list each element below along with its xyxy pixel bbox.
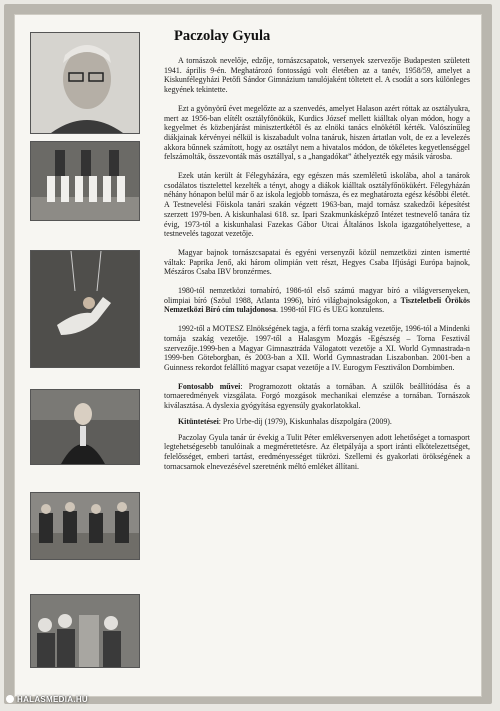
paragraph-intro: A tornászok nevelője, edzője, tornászcsapatok, versenyek szervezője Budapesten született 1941. április 9-én. Meghatározó fontosságú volt életében az a tanév, 1958/59, amelyet a Kiskunfélegyházi Petőfi Sándor Gimnázium tanulójaként töltetett el. A csodát a sors különleges kegyének tekintette. bbox=[164, 56, 470, 95]
watermark-logo bbox=[6, 695, 88, 704]
watermark-dot-icon bbox=[6, 695, 14, 703]
works-text: : Programozott oktatás a tornában. A szülők beállítódása és a tornaeredmények vizsgálata. Forgó mozgások mechanikai elemzése a tornában. Tornászok kiválasztása. A dyslexia gyógyítása egyensúly gyakorlatokkal. bbox=[164, 381, 470, 411]
judge-text-after: . 1998-tól FIG és UEG konzulens. bbox=[276, 305, 385, 315]
judge-title-bold: Tiszteletbeli Örökös Nemzetközi Bíró cím tulajdonosa bbox=[164, 295, 471, 315]
paragraph-felegyhaza: Ezek után került át Félegyházára, egy egészen más szemléletű iskolába, ahol a tanárok csodálatos tisztelettel kezelték a tényt, ahogy a diákok kiálltak osztályfőnökükért. Félegyházán néhány hónapon belül már ő az iskola legjobb tornásza, és ez meghatározta egész későbbi életét. A Testnevelési Főiskola tanári szakán végzett 1963-ban, majd tornász szakedzői képesítést szerzett 1979-ben. A kiskunhalasi 618. sz. Ipari Szakmunkásképző Intézet testnevelő tanára tíz évig, 1973-tól a kiskunhalasi Fazekas Gábor Utcai Általános Iskola igazgatóhelyettese, a testnevelés tagozat vezetője. bbox=[164, 171, 470, 239]
paragraph-judge bbox=[164, 286, 470, 315]
crowd-photo bbox=[30, 594, 140, 668]
team-photo bbox=[30, 141, 140, 221]
paragraph-champions: Magyar bajnok tornászcsapatai és egyéni versenyzői közül nemzetközi zinten ismertté váltak: Paprika Jenő, aki három olimpián vett részt, Hegyes Csaba Ifjúsági Európa bajnok, Mészáros Csaba IBV bronzérmes. bbox=[164, 247, 470, 277]
judges-photo bbox=[30, 492, 140, 560]
paragraph-works bbox=[164, 382, 470, 411]
rings-photo bbox=[30, 250, 140, 368]
works-label: Fontosabb művei bbox=[178, 381, 241, 391]
portrait-photo bbox=[30, 32, 140, 134]
paragraph-legacy: Paczolay Gyula tanár úr évekig a Tulit Péter emlékversenyen adott lehetőséget a tornasport legtehetségesebb tanulóinak a megmérettetésre. Az életpályája a sport iránti elkötelezettséget, felelősséget, emberi tartást, eredményességet tükrözi. Szellemi és gyakorlati örökségének a tornacsarnok elnevezésével szeretnénk méltó emléket állítani. bbox=[164, 432, 470, 471]
speech-photo bbox=[30, 389, 140, 465]
biography-text bbox=[164, 56, 470, 477]
paragraph-awards bbox=[164, 417, 470, 427]
memorial-sheet bbox=[14, 14, 482, 697]
judge-text-before: 1980-tól nemzetközi tornabíró, 1986-tól első számú magyar bíró a világversenyeken, olimpiai bíró (Szöul 1988, Atlanta 1996), bíró világbajnokságokon, a bbox=[164, 286, 470, 305]
awards-text: : Pro Urbe-díj (1979), Kiskunhalas díszpolgára (2009). bbox=[218, 416, 392, 426]
awards-label: Kitüntetései bbox=[178, 416, 219, 426]
paragraph-halas: Ezt a gyönyörű évet megelőzte az a szenvedés, amelyet Halason azért róttak az osztályukra, mert az 1956-ban elítélt osztályfőnökük, Kurdics József mellett kiálltak olyan módon, hogy a kegyelmet és közbenjárást minisztertkétől és az elnöki tanács elnökétől kérték. Valószínűleg diákjainak kérvényei nélkül is kiszabadult volna tanáruk, hiszen ártatlan volt, de ez a levelezés akkora bűnnek számított, hogy az osztályt nem a hivatalos módon, de tökéletes kegyetlenséggel felszámolták, összevonták más osztállyal, s a „hangadókat” áthelyezték egy másik városba. bbox=[164, 103, 470, 162]
page-title: Paczolay Gyula bbox=[174, 28, 271, 44]
paragraph-motesz: 1992-től a MOTESZ Elnökségének tagja, a férfi torna szakág vezetője, 1996-tól a Mindenki tornája szakág vezetője. 1997-től a Halasgym Mozgás -Egészség – Torna Fesztivál szervezője.1999-ben a Magyar Gimnasztráda Válogatott vezetője a XI. World Gymnastrada-n 1999-ben Göteborgban, és 2003-ban a XII. World Gymnastradan Liszabonban. 2001-ben a Guinness rekordot felállító magyar csapat vezetője a IV. Eurogym Fesztiválon Dornbimben. bbox=[164, 324, 470, 372]
watermark-text: HALASMEDIA.HU bbox=[17, 695, 89, 704]
